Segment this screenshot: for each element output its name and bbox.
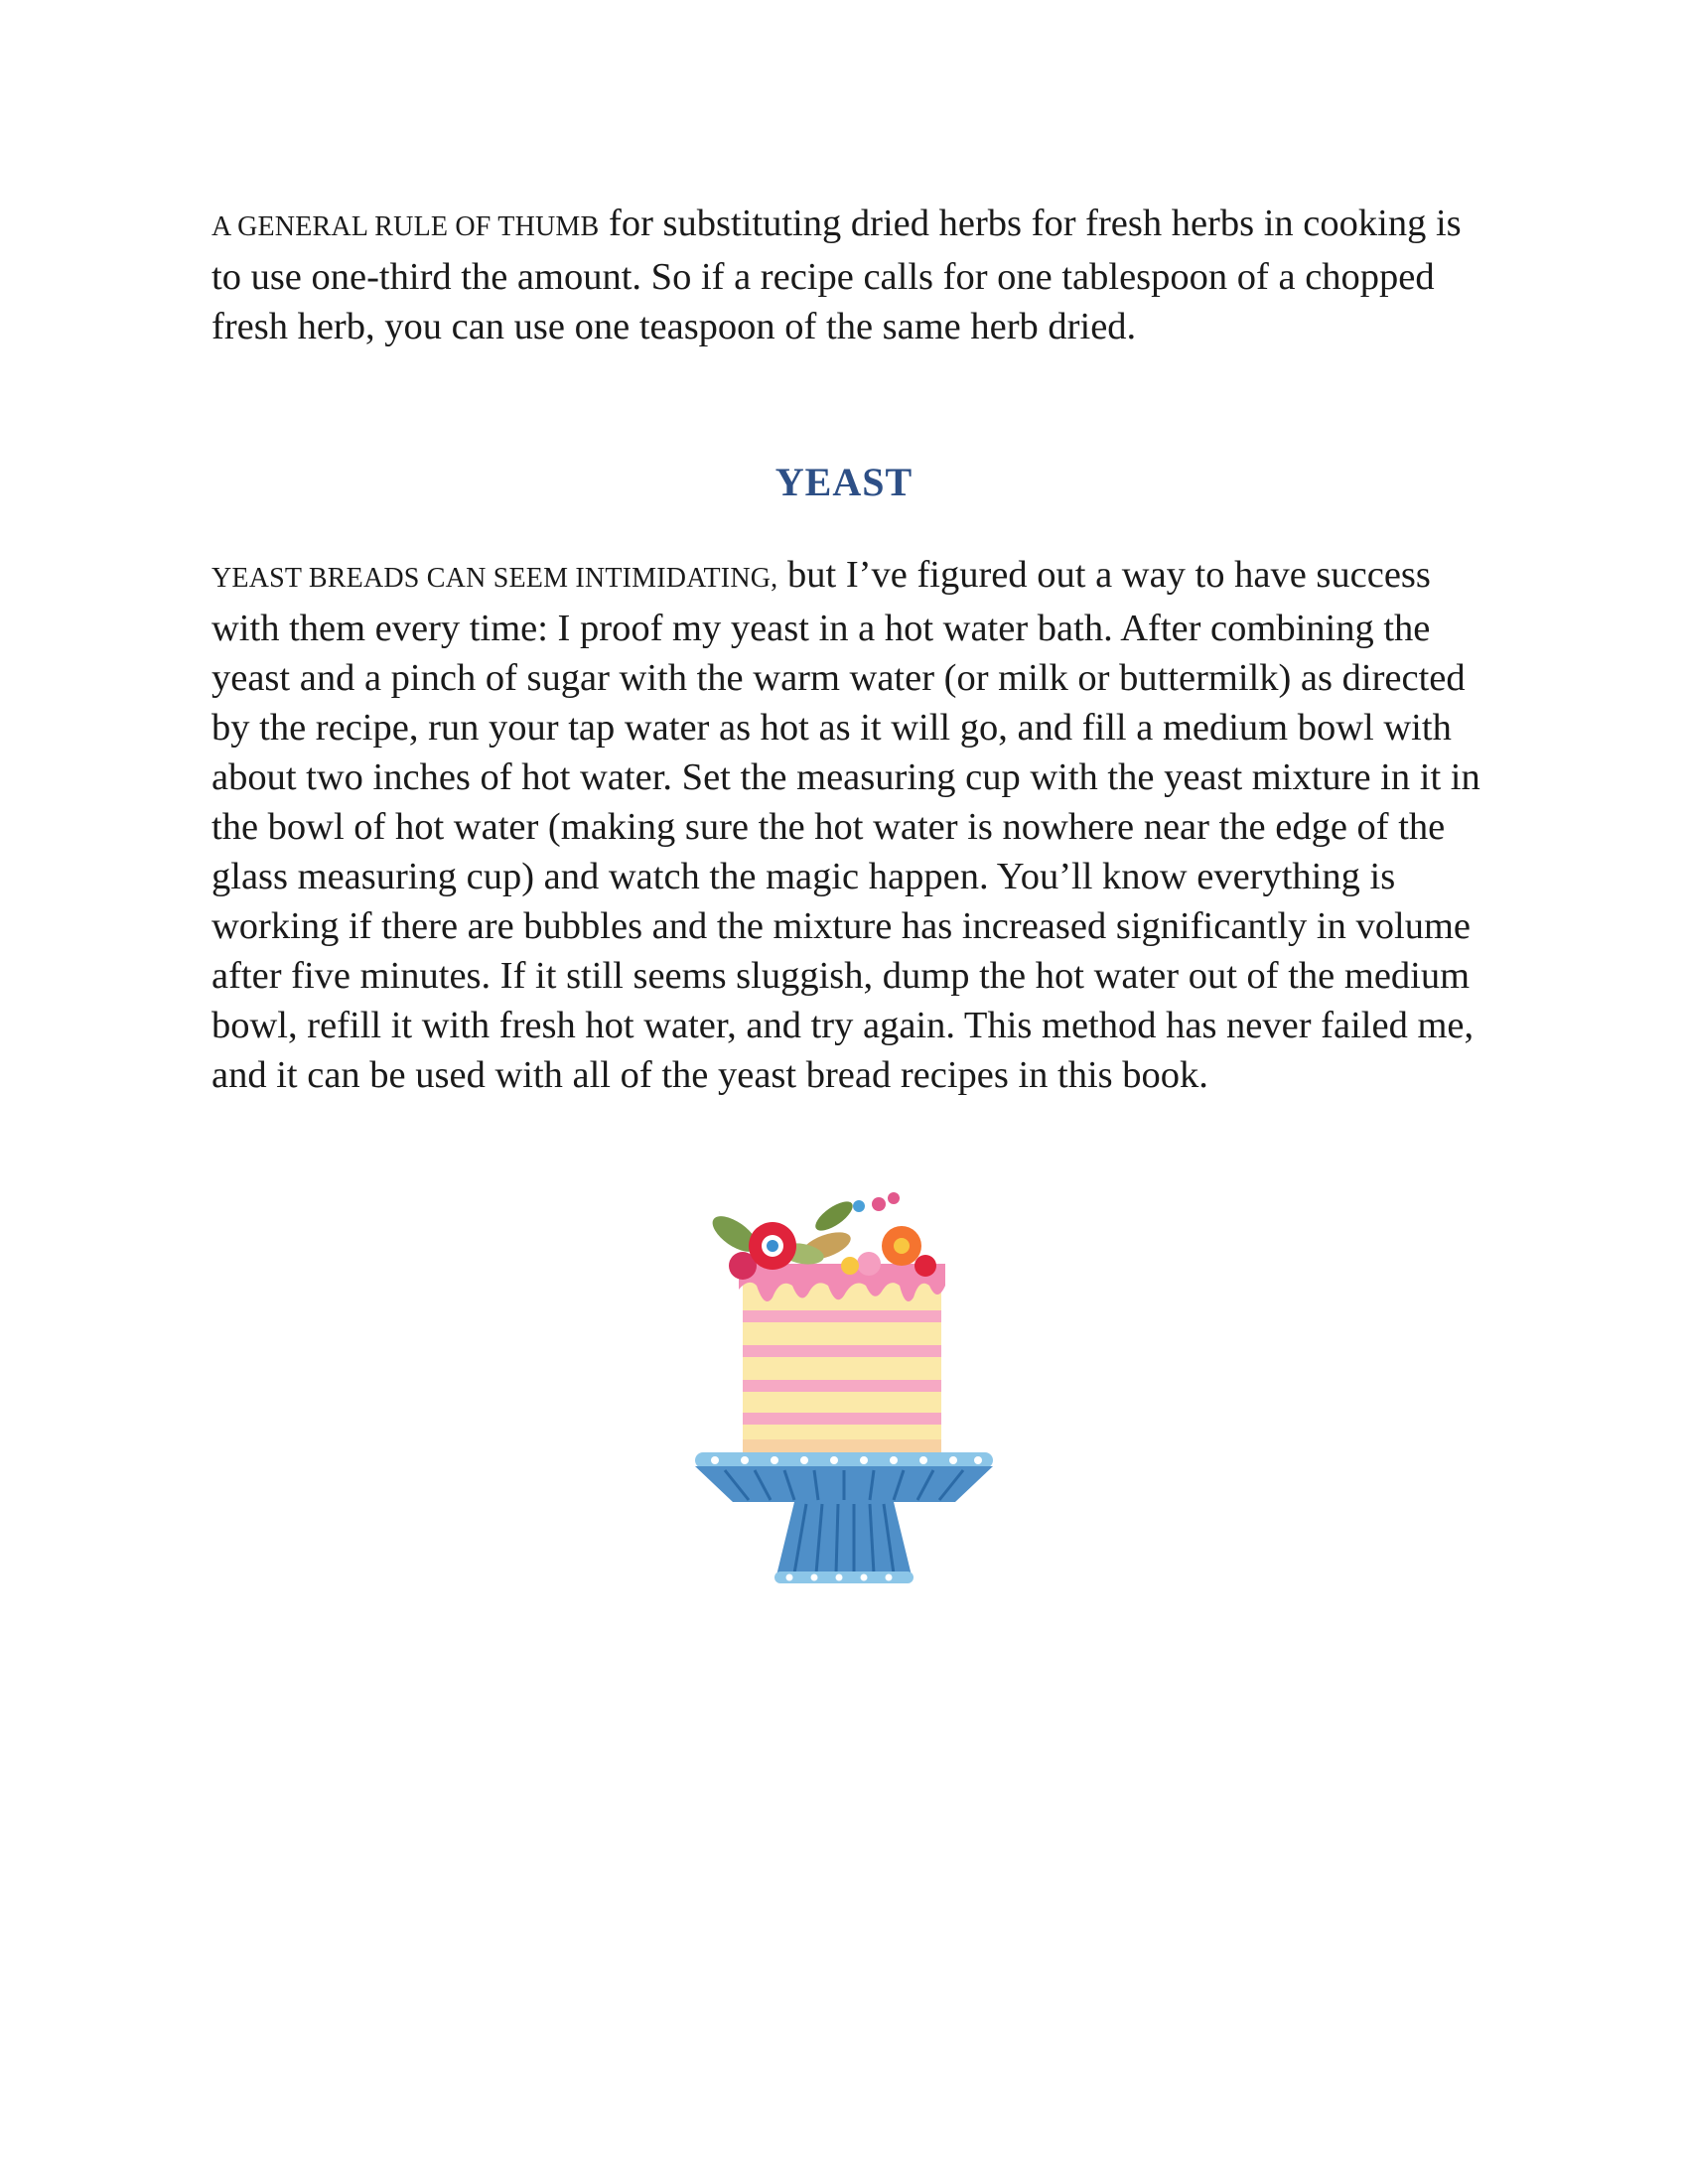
yeast-paragraph [211, 550, 1492, 1100]
herbs-paragraph [211, 199, 1492, 351]
yeast-paragraph-body: but I’ve figured out a way to have success with them every time: I proof my yeast in a hot water bath. After combining the yeast and a pinch of sugar with the warm water (or milk or buttermilk) as directed by the recipe, run your tap water as hot as it will go, and fill a medium bowl with about two inches of hot water. Set the measuring cup with the yeast mixture in it in the bowl of hot water (making sure the hot water is nowhere near the edge of the glass measuring cup) and watch the magic happen. You’ll know everything is working if there are bubbles and the mixture has increased significantly in volume after five minutes. If it still seems sluggish, dump the hot water out of the medium bowl, refill it with fresh hot water, and try again. This method has never failed me, and it can be used with all of the yeast bread recipes in this book. [211, 554, 1480, 1096]
cake-stand [695, 1452, 993, 1583]
cake-layers [743, 1276, 941, 1454]
yeast-paragraph-lead: YEAST BREADS CAN SEEM INTIMIDATING, [211, 563, 778, 594]
cake-illustration [695, 1186, 993, 1593]
herbs-paragraph-lead: A GENERAL RULE OF THUMB [211, 211, 600, 242]
section-heading-yeast: YEAST [774, 460, 914, 504]
herbs-paragraph-body: for substituting dried herbs for fresh herbs in cooking is to use one-third the amount. So if a recipe calls for one tablespoon of a chopped fresh herb, you can use one teaspoon of the same herb dried. [211, 203, 1462, 347]
